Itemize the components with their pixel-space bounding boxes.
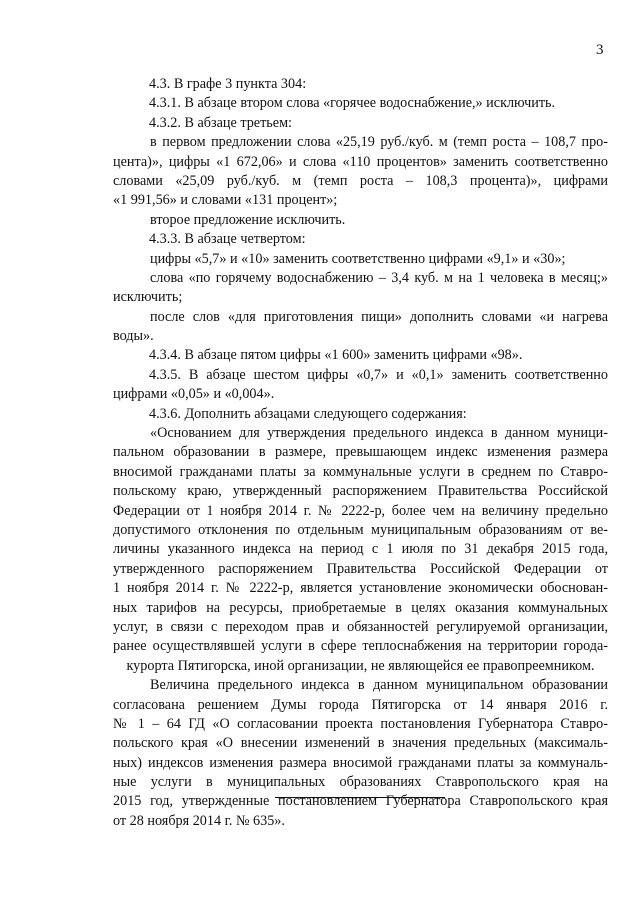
text-line: 1 ноября 2014 г. № 2222-р, является установление экономически обоснован-	[113, 580, 608, 597]
text-line: № 1 – 64 ГД «О согласовании проекта постановления Губернатора Ставро-	[113, 715, 608, 732]
text-line: курорта Пятигорска, иной организации, не являющейся ее правопреемником.	[126, 657, 595, 674]
text-line: слова «по горячему водоснабжению – 3,4 куб. м на 1 человека в месяц;»	[150, 269, 608, 286]
text-line: «1 991,56» и словами «131 процент»;	[113, 192, 338, 209]
text-line: цента)», цифры «1 672,06» и слова «110 процентов» заменить соответственно	[113, 153, 608, 170]
text-line: вносимой гражданами платы за коммунальные услуги в среднем по Ставро-	[113, 463, 608, 480]
text-line: воды».	[113, 328, 154, 345]
separator-line	[275, 797, 445, 798]
text-line: согласована решением Думы города Пятигорска от 14 января 2016 г.	[113, 696, 608, 713]
text-line: цифры «5,7» и «10» заменить соответственно цифрами «9,1» и «30»;	[150, 250, 566, 267]
text-line: «Основанием для утверждения предельного индекса в данном муници-	[150, 425, 608, 442]
text-line: цифрами «0,05» и «0,004».	[113, 386, 275, 403]
text-line: от 28 ноября 2014 г. № 635».	[113, 812, 285, 829]
document-body	[113, 75, 608, 831]
text-line: польскому краю, утвержденный распоряжением Правительства Российской	[113, 483, 608, 500]
text-line: 4.3.5. В абзаце шестом цифры «0,7» и «0,1» заменить соответственно	[149, 366, 608, 383]
text-line: ных) индексов изменения размера вносимой гражданами платы за коммуналь-	[113, 754, 608, 771]
text-line: ранее осуществлявшей услуги в сфере теплоснабжения на территории города-	[113, 638, 608, 655]
text-line: 4.3.1. В абзаце втором слова «горячее водоснабжение,» исключить.	[149, 95, 556, 112]
text-line: словами «25,09 руб./куб. м (темп роста – 108,3 процента)», цифрами	[113, 172, 608, 189]
text-line: ных тарифов на ресурсы, приобретаемые в целях оказания коммунальных	[113, 599, 608, 616]
text-line: 4.3.6. Дополнить абзацами следующего содержания:	[149, 405, 467, 422]
text-line: в первом предложении слова «25,19 руб./куб. м (темп роста – 108,7 про-	[150, 134, 608, 151]
text-line: второе предложение исключить.	[150, 211, 346, 228]
text-line: ные услуги в муниципальных образованиях Ставропольского края на	[113, 774, 608, 791]
text-line: польского края «О внесении изменений в значения предельных (максималь-	[113, 735, 608, 752]
text-line: личины указанного индекса на период с 1 июля по 31 декабря 2015 года,	[113, 541, 608, 558]
text-line: Федерации от 1 ноября 2014 г. № 2222-р, более чем на величину предельно	[113, 502, 608, 519]
text-line: утвержденного распоряжением Правительства Российской Федерации от	[113, 560, 608, 577]
text-line: услуг, в связи с переходом прав и обязанностей регулируемой организации,	[113, 618, 608, 635]
text-line: допустимого отклонения по отдельным муниципальным образованиям от ве-	[113, 521, 608, 538]
text-line: 4.3.4. В абзаце пятом цифры «1 600» заменить цифрами «98».	[149, 347, 523, 364]
text-line: после слов «для приготовления пищи» дополнить словами «и нагрева	[150, 308, 608, 325]
text-line: 4.3. В графе 3 пункта 304:	[149, 76, 307, 92]
text-line: пальном образовании в размере, превышающем индекс изменения размера	[113, 444, 608, 461]
text-line: Величина предельного индекса в данном муниципальном образовании	[150, 677, 608, 694]
page-number: 3	[596, 42, 604, 58]
text-line: исключить;	[113, 289, 183, 306]
text-line: 4.3.2. В абзаце третьем:	[149, 114, 292, 131]
text-line: 2015 год, утвержденные постановлением Губернатора Ставропольского края	[113, 793, 608, 810]
text-line: 4.3.3. В абзаце четвертом:	[149, 231, 306, 248]
